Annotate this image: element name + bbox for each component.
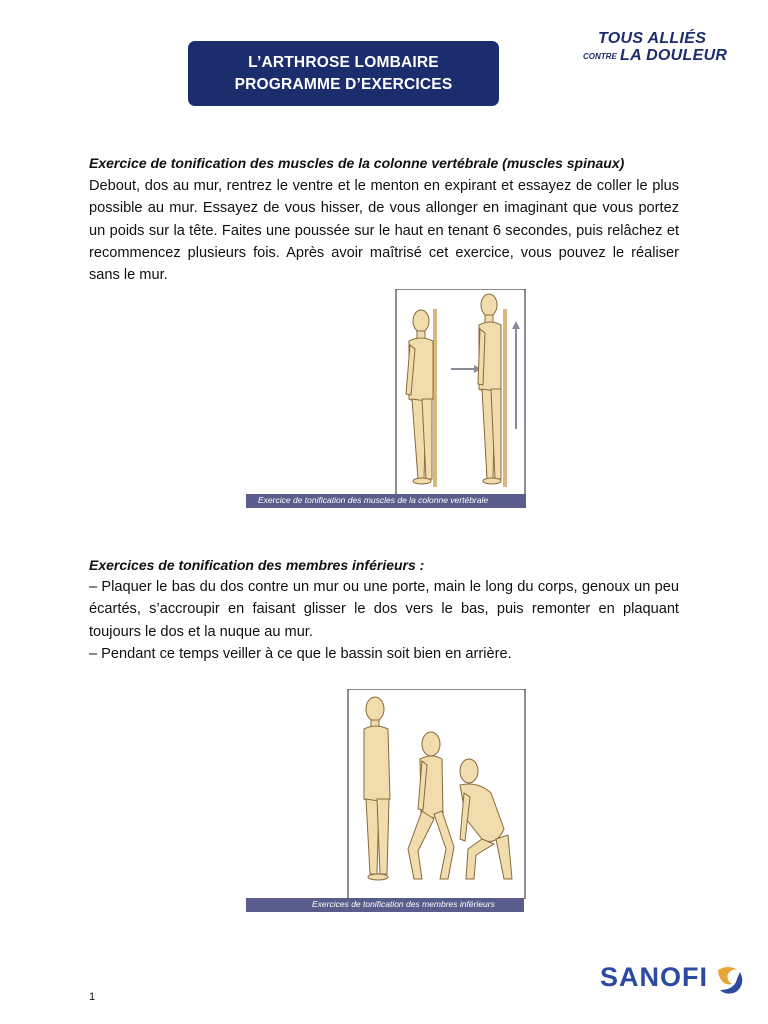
lower-limb-exercise-illustration [246,689,526,914]
logo-line-2: LA DOULEUR [620,47,728,64]
section-1-text [89,175,679,286]
page-number: 1 [89,991,96,1003]
section-2-line-1: – Plaquer le bas du dos contre un mur ou une porte, main le long du corps, genoux un peu écartés, s’accroupir en faisant glisser le dos vers le bas, puis remonter en plaquant toujours le dos et la nuque au mur. [89,579,679,640]
section-2-title: Exercices de tonification des membres inférieurs : [89,557,425,573]
figure-1-caption [246,494,526,508]
figure-1-caption-text: Exercice de tonification des muscles de la colonne vertébrale [258,495,489,505]
figure-2-caption-text: Exercices de tonification des membres inférieurs [312,899,495,909]
spinal-exercise-illustration [246,289,526,509]
title-line-1: L’ARTHROSE LOMBAIRE [248,53,439,71]
sanofi-wordmark: SANOFI [600,962,709,992]
logo-small-word: CONTRE [583,52,617,61]
section-2-text [89,576,679,665]
figure-lower-limb-exercise [246,689,526,914]
tous-allies-logo [582,30,742,70]
figure-spinal-exercise [246,289,526,509]
section-2-line-2: – Pendant ce temps veiller à ce que le bassin soit bien en arrière. [89,645,512,662]
figure-2-caption [246,898,524,912]
logo-line-1: TOUS ALLIÉS [598,30,707,47]
title-line-2: PROGRAMME D’EXERCICES [234,75,453,93]
sanofi-logo [600,958,750,998]
sanofi-bird-icon [712,960,746,996]
document-title-box [188,41,499,106]
section-1-paragraph: Debout, dos au mur, rentrez le ventre et le menton en expirant et essayez de coller le plus possible au mur. Essayez de vous hisser, de vous allonger en imaginant que vous portez un poids sur la tête. Faites une poussée sur le haut en tenant 6 secondes, puis relâchez et recommencez plusieurs fois. Après avoir maîtrisé cet exercice, vous pouvez le réaliser sans le mur. [89,178,679,284]
section-1-title: Exercice de tonification des muscles de la colonne vertébrale (muscles spinaux) [89,155,625,171]
